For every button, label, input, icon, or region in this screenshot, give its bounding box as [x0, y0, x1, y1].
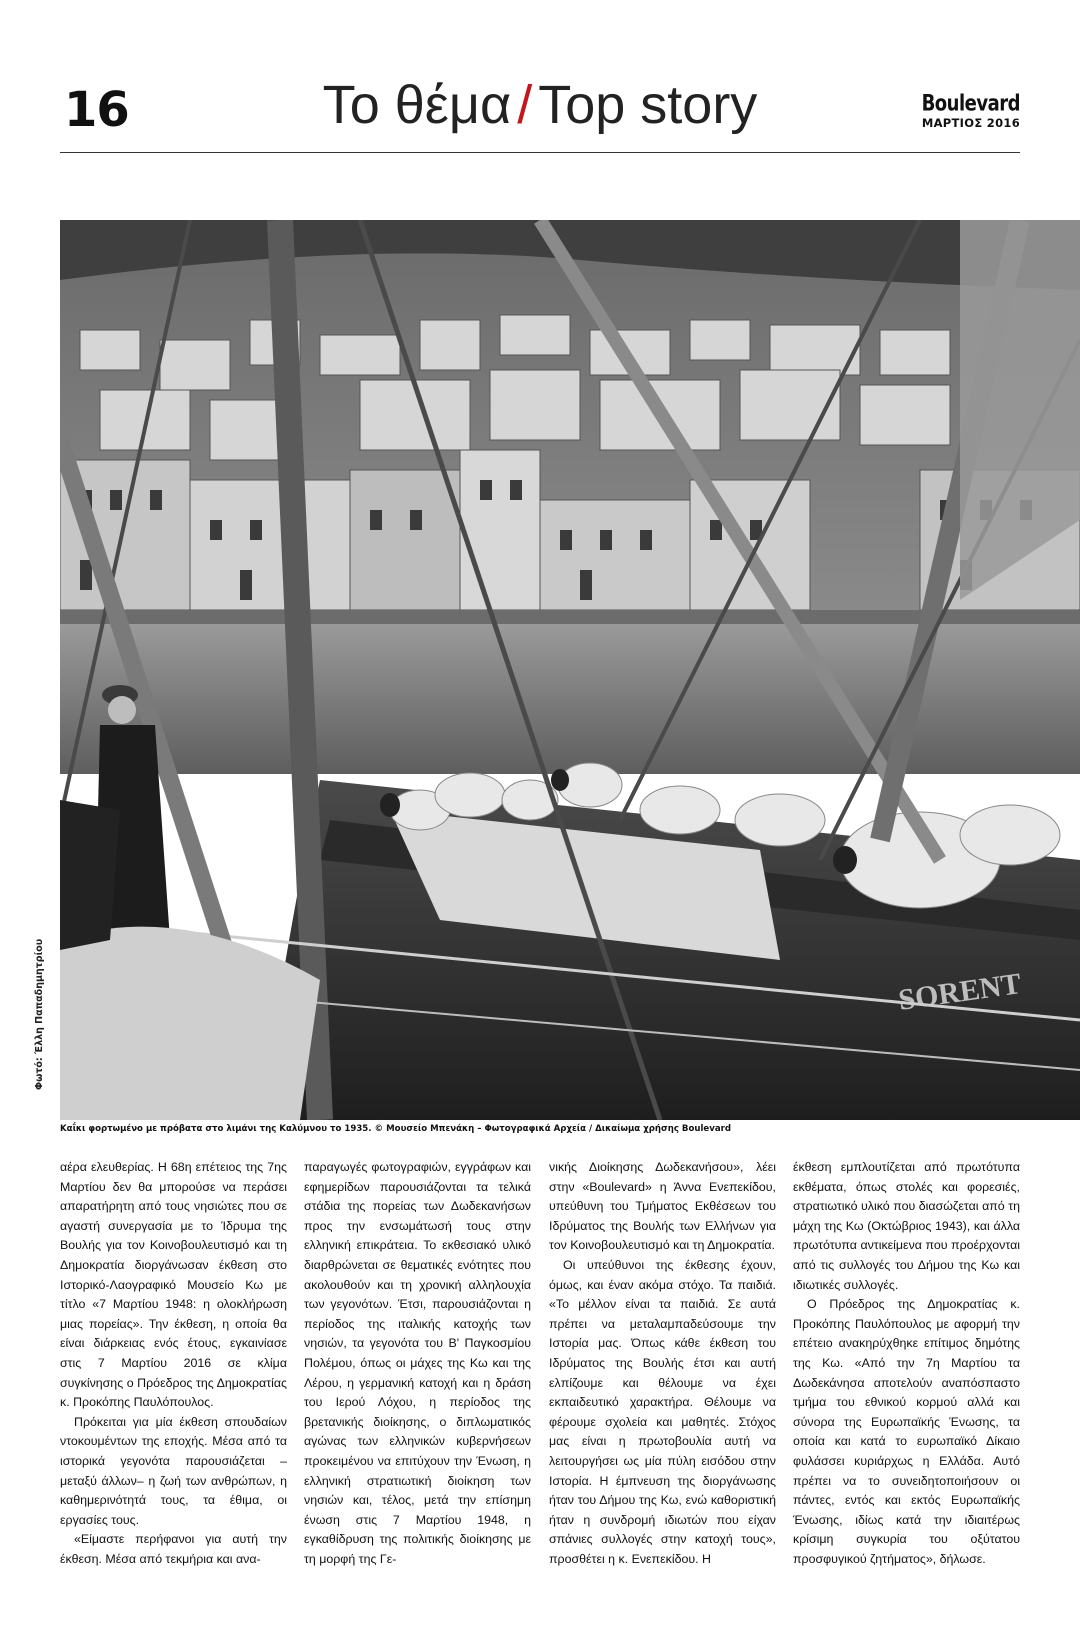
- foreground-tarp: [60, 927, 320, 1120]
- article-column-1: [60, 1158, 287, 1569]
- paragraph: αέρα ελευθερίας. Η 68η επέτειος της 7ης Μαρτίου δεν θα μπορούσε να περάσει απαρατήρητη από τους νησιώτες που σε αγαστή συνεργασία με το Ίδρυμα της Βουλής για τον Κοινοβουλευτισμό και τη Δημοκρατία διοργάνωσαν έκθεση στο Ιστορικό-Λαογραφικό Μουσείο Κω με τίτλο «7 Μαρτίου 1948: η ολοκλήρωση μιας πορείας». Την έκθεση, η οποία θα είναι διάρκειας ενός έτους, εγκαινίασε στις 7 Μαρτίου 2016 σε κλίμα συγκίνησης ο Πρόεδρος της Δημοκρατίας κ. Προκόπης Παυλόπουλος.: [60, 1160, 287, 1410]
- brand-name: Boulevard: [921, 90, 1020, 117]
- article-column-4: [793, 1158, 1020, 1569]
- main-photo: [60, 220, 1080, 1120]
- issue-date: ΜΑΡΤΙΟΣ 2016: [921, 116, 1020, 130]
- paragraph: νικής Διοίκησης Δωδεκανήσου», λέει στην «Boulevard» η Άννα Ενεπεκίδου, υπεύθυνη του Τμήματος Εκθέσεων του Ιδρύματος της Βουλής των Ελλήνων για τον Κοινοβουλευτισμό και τη Δημοκρατία.: [549, 1160, 776, 1253]
- article-body: [60, 1158, 1020, 1628]
- article-column-2: [304, 1158, 531, 1569]
- section-title: [60, 74, 1020, 136]
- paragraph: Οι υπεύθυνοι της έκθεσης έχουν, όμως, και έναν ακόμα στόχο. Τα παιδιά. «Το μέλλον είναι τα παιδιά. Σε αυτά πρέπει να μεταλαμπαδεύσουμε την Ιστορία μας. Όπως κάθε έκθεση του Ιδρύματος της Βουλής έτσι και αυτή ελπίζουμε και θέλουμε να έχει εκπαιδευτικό χαρακτήρα. Θέλουμε να φέρουμε σχολεία και μαθητές. Στόχος μας είναι η πρωτοβουλία αυτή να λειτουργήσει ως μία πύλη εισόδου στην Ιστορία. Η έμπνευση της διοργάνωσης ήταν του Δήμου της Κω, ενώ καθοριστική ήταν η συνδρομή ιδιωτών που είχαν σπάνιες συλλογές στην κατοχή τους», προσθέτει η κ. Ενεπεκίδου. Η: [549, 1257, 776, 1566]
- paragraph: παραγωγές φωτογραφιών, εγγράφων και εφημερίδων παρουσιάζονται τα τελικά στάδια της πορείας των Δωδεκανήσων προς την ενσωμάτωσή τους στην ελληνική επικράτεια. Το εκθεσιακό υλικό διαρθρώνεται σε θεματικές ενότητες που ακολουθούν και τη χρονική αλληλουχία των γεγονότων. Έτσι, παρουσιάζονται η περίοδος της ιταλικής κατοχής των νησιών, τα γεγονότα του Β' Παγκοσμίου Πολέμου, όπως οι μάχες της Κω και της Λέρου, η γερμανική κατοχή και η δράση του Ιερού Λόχου, η περίοδος της βρετανικής διοίκησης, ο διπλωματικός αγώνας των ελληνικών κυβερνήσεων προκειμένου να επιτύχουν την Ένωση, η ελληνική στρατιωτική διοίκηση των νησιών και, τέλος, μετά την επίσημη ένωση στις 7 Μαρτίου 1948, η εγκαθίδρυση της πολιτικής διοίκησης με τη μορφή της Γε-: [304, 1160, 531, 1566]
- photo-caption: Καΐκι φορτωμένο με πρόβατα στο λιμάνι της Καλύμνου το 1935. © Μουσείο Μπενάκη – Φωτογραφικά Αρχεία / Δικαίωμα χρήσης Boulevard: [60, 1124, 732, 1134]
- paragraph: «Είμαστε περήφανοι για αυτή την έκθεση. Μέσα από τεκμήρια και ανα-: [60, 1532, 287, 1566]
- harbor-photo-illustration: [60, 220, 1080, 1120]
- page-number: 16: [64, 82, 129, 138]
- section-title-greek: Το θέμα: [322, 75, 512, 135]
- article-column-3: [549, 1158, 776, 1569]
- header-rule: [60, 152, 1020, 153]
- photo-credit-text: Φωτό: Έλλη Παπαδημητρίου: [34, 938, 45, 1090]
- paragraph: έκθεση εμπλουτίζεται από πρωτότυπα εκθέματα, όπως στολές και φορεσιές, στρατιωτικό υλικό που διασώζεται από τη μάχη της Κω (Οκτώβριος 1943), και άλλα πρωτότυπα αντικείμενα που προέρχονται από τις συλλογές του Δήμου της Κω και ιδιωτικές συλλογές.: [793, 1160, 1020, 1292]
- section-title-slash: /: [517, 75, 533, 135]
- page-header: [60, 75, 1020, 152]
- magazine-brand: [921, 90, 1020, 130]
- paragraph: Ο Πρόεδρος της Δημοκρατίας κ. Προκόπης Παυλόπουλος με αφορμή την επέτειο ανακηρύχθηκε επίτιμος δημότης της Κω. «Από την 7η Μαρτίου τα Δωδεκάνησα αποτελούν αναπόσπαστο τμήμα του εθνικού κορμού αλλά και σύνορα της Ευρωπαϊκής Ένωσης, τα οποία και κατά το ευρωπαϊκό Δίκαιο φυλάσσει κυριάρχως η Ελλάδα. Αυτό πρέπει να το συνειδητοποιήσουν οι πάντες, εντός και εκτός Ευρωπαϊκής Ένωσης, ιδίως κατά την ιδιαιτέρως κρίσιμη συγκυρία του οξύτατου προσφυγικού ζητήματος», δήλωσε.: [793, 1297, 1020, 1566]
- section-title-english: Top story: [538, 75, 758, 135]
- paragraph: Πρόκειται για μία έκθεση σπουδαίων ντοκουμέντων της εποχής. Μέσα από τα ιστορικά γεγονότα παρουσιάζεται –μεταξύ άλλων– η ζωή των ανθρώπων, η καθημερινότητά τους, τα έθιμα, οι εργασίες τους.: [60, 1414, 287, 1527]
- boat-name-text: SORENT: [896, 967, 1024, 1017]
